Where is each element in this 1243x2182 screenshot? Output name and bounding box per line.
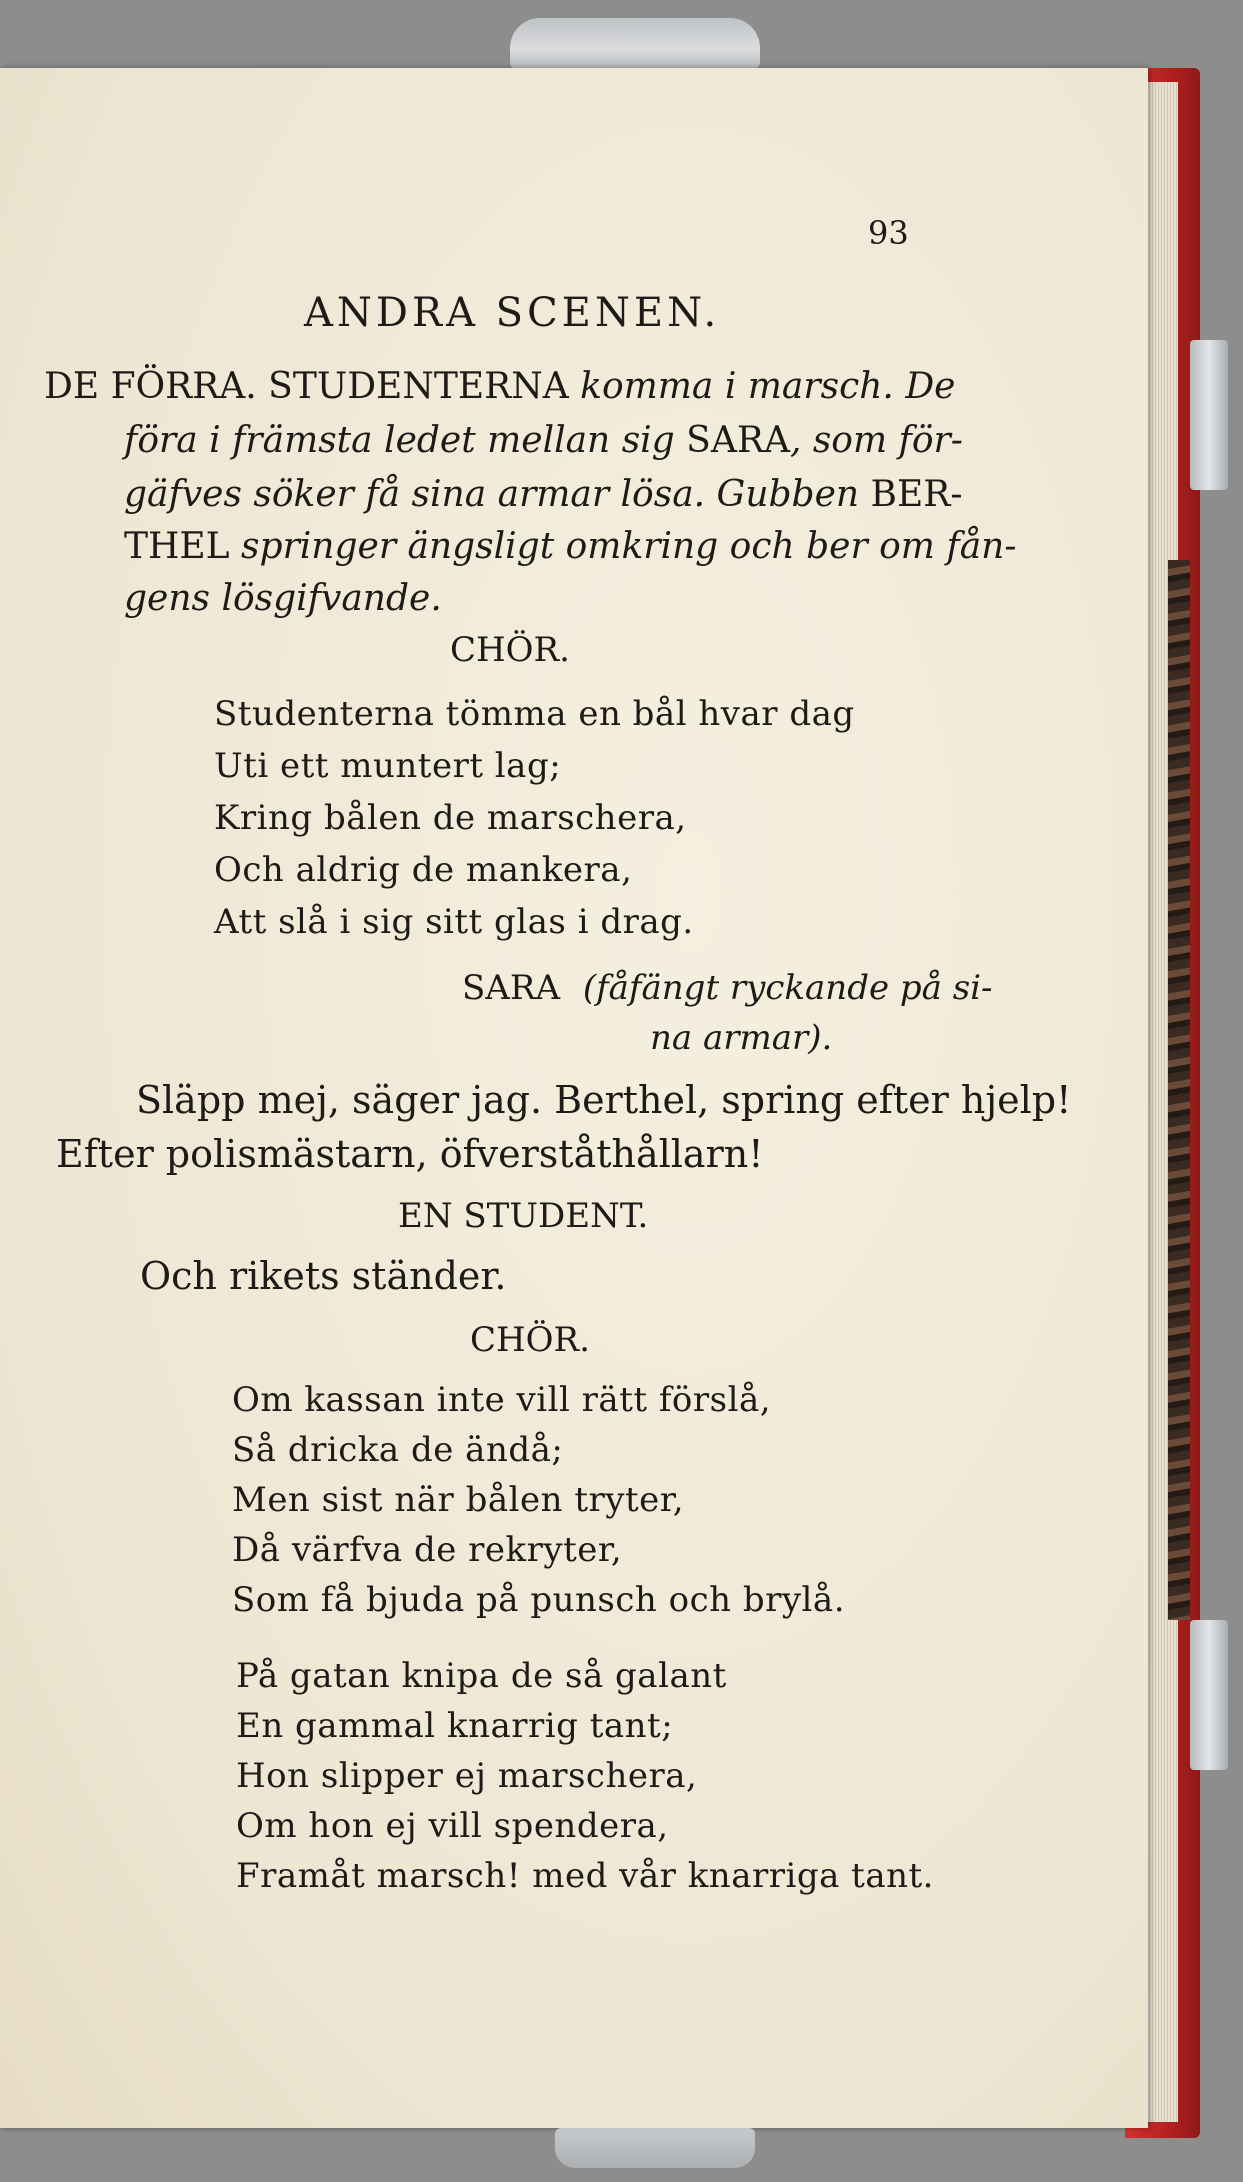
verse-line: Och aldrig de mankera, [214,850,633,890]
side-clip-lower [1190,1620,1228,1770]
stage-line [44,366,955,407]
stage-text: gäfves söker få sina armar lösa. Gubben [124,474,871,515]
stage-line [124,578,442,619]
dialogue-line: Och rikets ständer. [140,1254,507,1298]
verse-line: Som få bjuda på punsch och brylå. [232,1580,846,1620]
stage-text: THEL [124,526,242,567]
marbled-edge [1168,560,1190,1620]
verse-line: Men sist när bålen tryter, [232,1480,685,1520]
stage-line [124,474,963,515]
character-name: SARA [462,968,560,1008]
page-clip-bottom [555,2128,755,2168]
verse-line: Så dricka de ändå; [232,1430,564,1470]
stage-text: komma i marsch. De [580,366,956,407]
verse-line: Om kassan inte vill rätt förslå, [232,1380,772,1420]
stage-text: SARA [686,420,790,461]
stage-text: DE FÖRRA. STUDENTERNA [44,366,581,407]
stage-line [124,420,963,461]
scene-heading: ANDRA SCENEN. [304,290,721,336]
sara-direction-cont: na armar). [650,1018,833,1058]
stage-text: , som för- [789,420,963,461]
stage-text: gens lösgifvande. [124,578,442,619]
student-label: EN STUDENT. [398,1196,649,1236]
stage-line [124,526,1017,567]
verse-line: Hon slipper ej marschera, [236,1756,698,1796]
side-clip-upper [1190,340,1228,490]
dialogue-line: Efter polismästarn, öfverståthållarn! [56,1132,764,1176]
verse-line: Att slå i sig sitt glas i drag. [214,902,694,942]
verse-line: Uti ett muntert lag; [214,746,562,786]
stage-text: föra i främsta ledet mellan sig [124,420,687,461]
character-sara [462,968,993,1008]
verse-line: Framåt marsch! med vår knarriga tant. [236,1856,934,1896]
verse-line: Kring bålen de marschera, [214,798,687,838]
page-clip-top [510,18,760,70]
stage-text: springer ängsligt omkring och ber om fån- [241,526,1017,567]
verse-line: På gatan knipa de så galant [236,1656,727,1696]
book-page [0,68,1148,2128]
chor-label: CHÖR. [470,1320,590,1360]
verse-line: Studenterna tömma en bål hvar dag [214,694,855,734]
sara-direction: (fåfängt ryckande på si- [582,968,993,1008]
stage-text: BER- [870,474,963,515]
dialogue-line: Släpp mej, säger jag. Berthel, spring efter hjelp! [136,1078,1072,1122]
verse-line: Då värfva de rekryter, [232,1530,623,1570]
verse-line: En gammal knarrig tant; [236,1706,674,1746]
chor-label: CHÖR. [450,630,570,670]
verse-line: Om hon ej vill spendera, [236,1806,669,1846]
page-number: 93 [868,214,909,252]
